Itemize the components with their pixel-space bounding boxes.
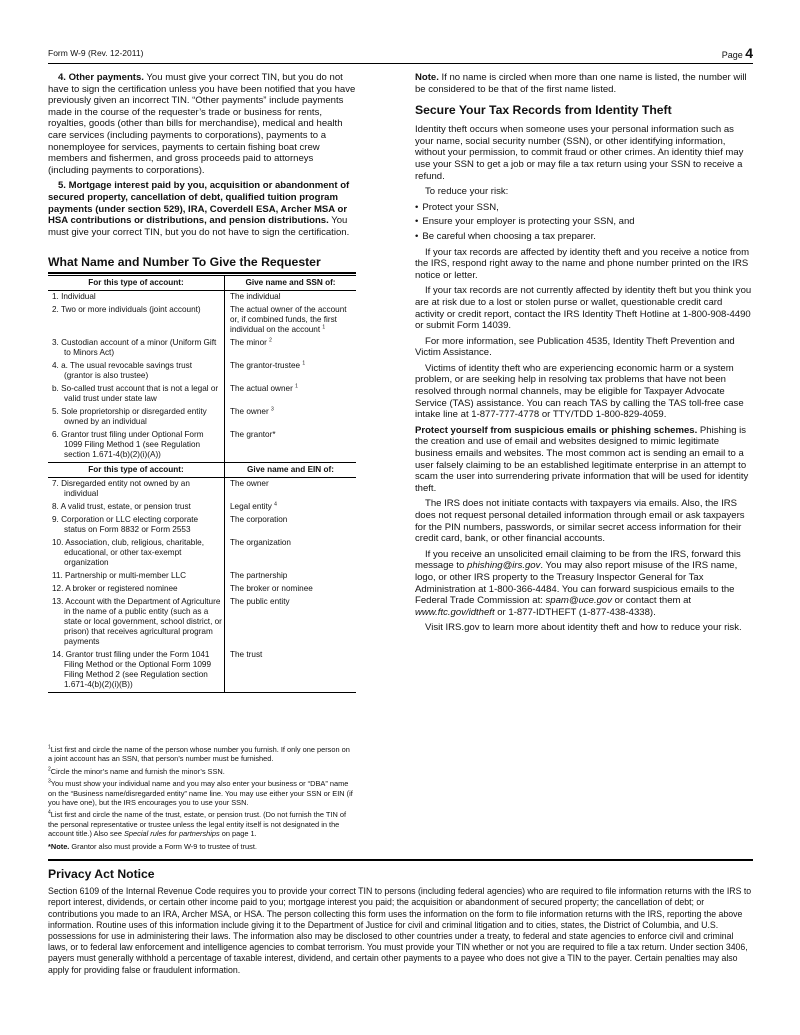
give-name-cell: The public entity	[230, 597, 290, 606]
table-header-cell: Give name and SSN of:	[225, 276, 357, 291]
other-payments-body: You must give your correct TIN, but you do not have to sign the certification unless you have been notified that you have previously given an incorrect TIN. “Other payments” include payments made in the course of the requester’s trade or business for rents, royalties, goods (other than bills for merchandise), medical and health care services (including payments to corporations), payments to a nonemployee for services, payments to certain fishing boat crew members and fishermen, and gross proceeds paid to attorneys (including payments to corporations).	[48, 72, 356, 176]
not-affected-paragraph: If your tax records are not currently affected by identity theft but you think you are at risk due to a lost or stolen purse or wallet, questionable credit card activity or credit report, contact the IRS Identity Theft Hotline at 1-800-908-4490 or submit Form 14039.	[415, 285, 752, 332]
note-paragraph: Note. If no name is circled when more than one name is listed, the number will be considered to be that of the first name listed.	[415, 72, 747, 95]
table-row	[48, 478, 356, 502]
page-indicator	[722, 45, 753, 61]
irs-no-contact-paragraph: The IRS does not initiate contacts with taxpayers via emails. Also, the IRS does not request personal detailed information through email or ask taxpayers for the PIN numbers, passwords, or similar secret access information for their credit card, bank, or other financial accounts.	[415, 498, 745, 545]
privacy-body: Section 6109 of the Internal Revenue Code requires you to provide your correct TIN to persons (including federal agencies) who are required to file information returns with the IRS to report interest, dividends, or certain other income paid to you; mortgage interest you paid; the acquisition or abandonment of secured property; the cancellation of debt; or contributions you made to an IRA, Archer MSA, or HSA. The person collecting this form uses the information on the form to file information returns with the IRS, reporting the above information. Routine uses of this information include giving it to the Department of Justice for civil and criminal litigation and to cities, states, the District of Columbia, and U.S. possessions for use in administering their laws. The information also may be disclosed to other countries under a treaty, to federal and state agencies to enforce civil and criminal laws, or to federal law enforcement and intelligence agencies to combat terrorism. You must provide your TIN whether or not you are required to file a tax return. Under section 3406, payers must generally withhold a percentage of taxable interest, dividend, and certain other payments to a payee who does not give a TIN to the payer. Certain penalties may also apply for providing false or fraudulent information.	[48, 886, 752, 975]
account-type-cell: 8. A valid trust, estate, or pension trust	[48, 501, 225, 514]
give-name-cell: The actual owner of the account or, if combined funds, the first individual on the account $^1$	[230, 305, 347, 334]
give-name-cell: The actual owner $^1$	[230, 383, 298, 393]
table-row	[48, 596, 356, 649]
list-item: • Be careful when choosing a tax preparer.	[415, 231, 753, 243]
table-row	[48, 337, 356, 360]
footnote: $^3$You must show your individual name and you may also enter your business or “DBA” name on the “Business name/disregarded entity” name line. You may use either your SSN or EIN (if you have one), but the IRS encourages you to use your SSN.	[48, 778, 353, 808]
give-name-cell: The owner	[230, 479, 269, 488]
footnote-star: *Note. Grantor also must provide a Form W-9 to trustee of trust.	[48, 841, 257, 851]
give-name-cell: The partnership	[230, 571, 288, 580]
give-name-cell: The broker or nominee	[230, 584, 313, 593]
account-type-cell: 3. Custodian account of a minor (Uniform Gift to Minors Act)	[48, 337, 225, 360]
account-type-cell: 11. Partnership or multi-member LLC	[48, 570, 225, 583]
note-label: Note.	[415, 72, 439, 83]
risk-bullets	[415, 202, 753, 243]
mortgage-interest-heading: 5. Mortgage interest paid by you, acquisition or abandonment of secured property, cancellation of debt, qualified tuition program payments (under section 529), IRA, Coverdell ESA, Archer MSA or HSA contributions or distributions, and pension distributions.	[48, 180, 350, 227]
table-row	[48, 514, 356, 537]
identity-theft-intro: Identity theft occurs when someone uses your personal information such as your name, social security number (SSN), or other identifying information, without your permission, to commit fraud or other crimes. An identity thief may use your SSN to get a job or may file a tax return using your SSN to receive a refund.	[415, 124, 744, 182]
list-item: • Protect your SSN,	[415, 202, 753, 214]
table-row	[48, 429, 356, 463]
reduce-risk-text: To reduce your risk:	[425, 186, 509, 198]
footnote-ref: 1	[302, 360, 306, 367]
account-type-cell: 12. A broker or registered nominee	[48, 583, 225, 596]
mortgage-interest-body: You must give your correct TIN, but you do not have to sign the certification.	[48, 215, 350, 238]
table-row	[48, 537, 356, 570]
page-number: 4	[745, 45, 753, 61]
table-header-cell: Give name and EIN of:	[225, 463, 357, 478]
table-header-cell: For this type of account:	[48, 276, 225, 291]
footnote-ref: 2	[269, 337, 272, 344]
affected-paragraph: If your tax records are affected by identity theft and you receive a notice from the IRS, respond right away to the name and phone number printed on the IRS notice or letter.	[415, 246, 750, 281]
victims-paragraph: Victims of identity theft who are experiencing economic harm or a system problem, or are seeking help in resolving tax problems that have not been resolved through normal channels, may be eligible for Taxpayer Advocate Service (TAS) assistance. You can reach TAS by calling the TAS toll-free case intake line at 1-877-777-4778 or TTY/TDD 1-800-829-4059.	[415, 362, 744, 421]
phishing-paragraph: Protect yourself from suspicious emails or phishing schemes. Phishing is the creation and use of email and websites designed to mimic legitimate business emails and websites. The most common act is sending an email to a user falsely claiming to be an established legitimate enterprise in an attempt to scam the user into surrendering private information that will be used for identity theft.	[415, 424, 749, 494]
identity-theft-heading: Secure Your Tax Records from Identity Theft	[415, 103, 672, 118]
give-name-cell: The corporation	[230, 515, 288, 524]
give-name-cell: The individual	[230, 292, 281, 301]
give-name-cell: The trust	[225, 649, 357, 693]
table-row	[48, 291, 356, 305]
account-type-cell: 10. Association, club, religious, charitable, educational, or other tax-exempt organization	[48, 537, 225, 570]
give-name-cell: Legal entity $^4$	[230, 501, 277, 511]
account-type-cell: 7. Disregarded entity not owned by an individual	[48, 478, 225, 502]
other-payments-heading: 4. Other payments.	[58, 72, 144, 83]
give-name-cell: The organization	[230, 538, 291, 547]
account-type-cell: 6. Grantor trust filing under Optional Form 1099 Filing Method 1 (see Regulation section 1.671-4(b)(2)(i)(A))	[48, 429, 225, 463]
table-row	[48, 406, 356, 429]
forward-paragraph: If you receive an unsolicited email claiming to be from the IRS, forward this message to phishing@irs.gov. You may also report misuse of the IRS name, logo, or other IRS property to the Treasury Inspector General for Tax Administration at 1-800-366-4484. You can forward suspicious emails to the Federal Trade Commission at: spam@uce.gov or contact them at www.ftc.gov/idtheft or 1-877-IDTHEFT (1-877-438-4338).	[415, 548, 741, 618]
table-row	[48, 501, 356, 514]
account-type-cell: 1. Individual	[48, 291, 225, 305]
footnote: $^2$Circle the minor’s name and furnish the minor’s SSN.	[48, 766, 225, 776]
table-header-ein	[48, 463, 356, 478]
account-type-cell: 4. a. The usual revocable savings trust (grantor is also trustee)	[48, 360, 225, 383]
list-item: • Ensure your employer is protecting your SSN, and	[415, 216, 753, 228]
account-type-cell: 5. Sole proprietorship or disregarded entity owned by an individual	[48, 406, 225, 429]
phishing-email-link[interactable]: phishing@irs.gov	[467, 560, 541, 572]
table-footnotes	[48, 745, 356, 854]
table-row	[48, 649, 356, 693]
account-type-cell: b. So-called trust account that is not a legal or valid trust under state law	[48, 383, 225, 406]
page-header	[48, 45, 753, 64]
table-row	[48, 304, 356, 337]
give-name-cell: The minor $^2$	[230, 337, 272, 347]
ftc-url-link[interactable]: www.ftc.gov/idtheft	[415, 606, 495, 618]
table-row	[48, 583, 356, 596]
left-column	[48, 72, 356, 242]
footnote: $^4$List first and circle the name of the trust, estate, or pension trust. (Do not furnish the TIN of the personal representative or trustee unless the legal entity itself is not designated in the account title.) Also see Special rules for partnerships on page 1.	[48, 809, 346, 839]
account-type-cell: 2. Two or more individuals (joint account)	[48, 304, 225, 337]
account-type-cell: 14. Grantor trust filing under the Form 1041 Filing Method or the Optional Form 1099 Filing Method 2 (see Regulation section 1.671-4(b)(2)(i)(B))	[48, 649, 225, 693]
footnote-ref: 4	[274, 501, 277, 508]
requester-table	[48, 275, 356, 693]
visit-irs-paragraph: Visit IRS.gov to learn more about identity theft and how to reduce your risk.	[425, 622, 742, 634]
form-id: Form W-9 (Rev. 12-2011)	[48, 48, 144, 58]
privacy-act-notice	[48, 866, 753, 976]
give-name-cell: The grantor-trustee $^1$	[230, 360, 306, 370]
table-row	[48, 383, 356, 406]
right-column	[415, 72, 753, 638]
privacy-heading: Privacy Act Notice	[48, 867, 155, 881]
ftc-email-link[interactable]: spam@uce.gov	[545, 595, 613, 607]
more-info-paragraph: For more information, see Publication 4535, Identity Theft Prevention and Victim Assistance.	[415, 335, 735, 359]
page-label: Page	[721, 50, 743, 60]
account-type-cell: 13. Account with the Department of Agriculture in the name of a public entity (such as a state or local government, school district, or prison) that receives agricultural program payments	[48, 596, 225, 649]
phishing-heading: Protect yourself from suspicious emails or phishing schemes.	[415, 424, 698, 436]
requester-table-title: What Name and Number To Give the Requester	[48, 255, 356, 274]
footnote-ref: 3	[270, 406, 274, 413]
footnote: $^1$List first and circle the name of the person whose number you furnish. If only one person on a joint account has an SSN, that person’s number must be furnished.	[48, 744, 350, 764]
table-row	[48, 570, 356, 583]
give-name-cell: The grantor*	[230, 430, 276, 439]
paragraph-mortgage-interest	[48, 180, 356, 238]
give-name-cell: The owner $^3$	[230, 406, 274, 416]
table-row	[48, 360, 356, 383]
table-header-ssn	[48, 276, 356, 291]
footnote-ref: 1	[295, 383, 298, 390]
privacy-divider	[48, 859, 753, 861]
footnote-ref: 1	[322, 324, 326, 331]
table-header-cell: For this type of account:	[48, 463, 225, 478]
paragraph-other-payments	[48, 72, 356, 176]
account-type-cell: 9. Corporation or LLC electing corporate status on Form 8832 or Form 2553	[48, 514, 225, 537]
